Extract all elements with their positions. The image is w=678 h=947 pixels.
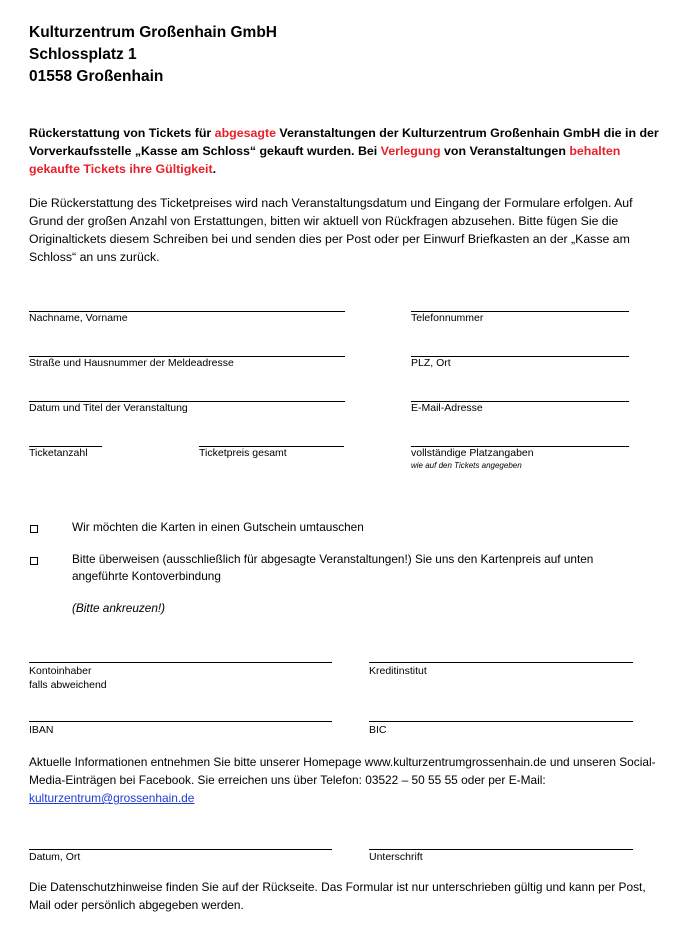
email-link[interactable]: kulturzentrum@grossenhain.de (29, 791, 195, 805)
institute-line[interactable] (369, 662, 633, 663)
event-label: Datum und Titel der Veranstaltung (29, 402, 188, 414)
seats-note: wie auf den Tickets angegeben (411, 461, 522, 470)
phone-label: Telefonnummer (411, 312, 484, 324)
company-name: Kulturzentrum Großenhain GmbH (29, 24, 277, 41)
voucher-option-label: Wir möchten die Karten in einen Gutschein umtauschen (72, 520, 364, 534)
street-label: Straße und Hausnummer der Meldeadresse (29, 357, 234, 369)
street: Schlossplatz 1 (29, 46, 137, 63)
institute-label: Kreditinstitut (369, 665, 427, 677)
intro-paragraph: Die Rückerstattung des Ticketpreises wird nach Veranstaltungsdatum und Eingang der Formulare erfolgen. Auf Grund der großen Anzahl von Erstattungen, bitten wir aktuell von Rückfragen abzusehen. Bitte fügen Sie die Originaltickets diesem Schreiben bei und senden dies per Post oder per Einwurf Briefkasten an der „Kasse am Schloss“ an uns zurück. (29, 196, 633, 264)
email-label: E-Mail-Adresse (411, 402, 483, 414)
date-place-label: Datum, Ort (29, 851, 81, 863)
bic-line[interactable] (369, 721, 633, 722)
holder-note: falls abweichend (29, 679, 107, 691)
zip-city-label: PLZ, Ort (411, 357, 451, 369)
signature-label: Unterschrift (369, 851, 423, 863)
sender-address (29, 22, 277, 88)
privacy-footer: Die Datenschutzhinweise finden Sie auf der Rückseite. Das Formular ist nur unterschrieben gültig und kann per Post, Mail oder persönlich abgegeben werden. (29, 880, 646, 912)
date-place-line[interactable] (29, 849, 332, 850)
count-label: Ticketanzahl (29, 447, 88, 459)
seats-label: vollständige Platzangaben (411, 447, 534, 459)
holder-line[interactable] (29, 662, 332, 663)
transfer-checkbox[interactable] (30, 557, 38, 565)
price-label: Ticketpreis gesamt (199, 447, 287, 459)
highlight-abgesagte: abgesagte (214, 126, 276, 140)
headline: Rückerstattung von Tickets für abgesagte Veranstaltungen der Kulturzentrum Großenhain GmbH die in der Vorverkaufsstelle „Kasse am Schloss“ gekauft wurden. Bei Verlegung von Veranstaltungen behalten gekaufte Tickets ihre Gültigkeit. (29, 126, 659, 176)
signature-line[interactable] (369, 849, 633, 850)
holder-label: Kontoinhaber (29, 665, 92, 677)
name-label: Nachname, Vorname (29, 312, 128, 324)
highlight-verlegung: Verlegung (380, 144, 441, 158)
checkbox-hint: (Bitte ankreuzen!) (72, 601, 166, 615)
bic-label: BIC (369, 724, 387, 736)
iban-label: IBAN (29, 724, 54, 736)
highlight-gueltigkeit: behalten gekaufte Tickets ihre Gültigkeit (29, 144, 621, 176)
info-paragraph: Aktuelle Informationen entnehmen Sie bitte unserer Homepage www.kulturzentrumgrossenhain.de und unseren Social-Media-Einträgen bei Facebook. Sie erreichen uns über Telefon: 03522 – 50 55 55 oder per E-Mail: kulturzentrum@grossenhain.de (29, 755, 656, 805)
city: 01558 Großenhain (29, 68, 164, 85)
iban-line[interactable] (29, 721, 332, 722)
voucher-checkbox[interactable] (30, 525, 38, 533)
transfer-option-label: Bitte überweisen (ausschließlich für abgesagte Veranstaltungen!) Sie uns den Kartenpreis auf unten angeführte Kontoverbindung (72, 552, 594, 583)
